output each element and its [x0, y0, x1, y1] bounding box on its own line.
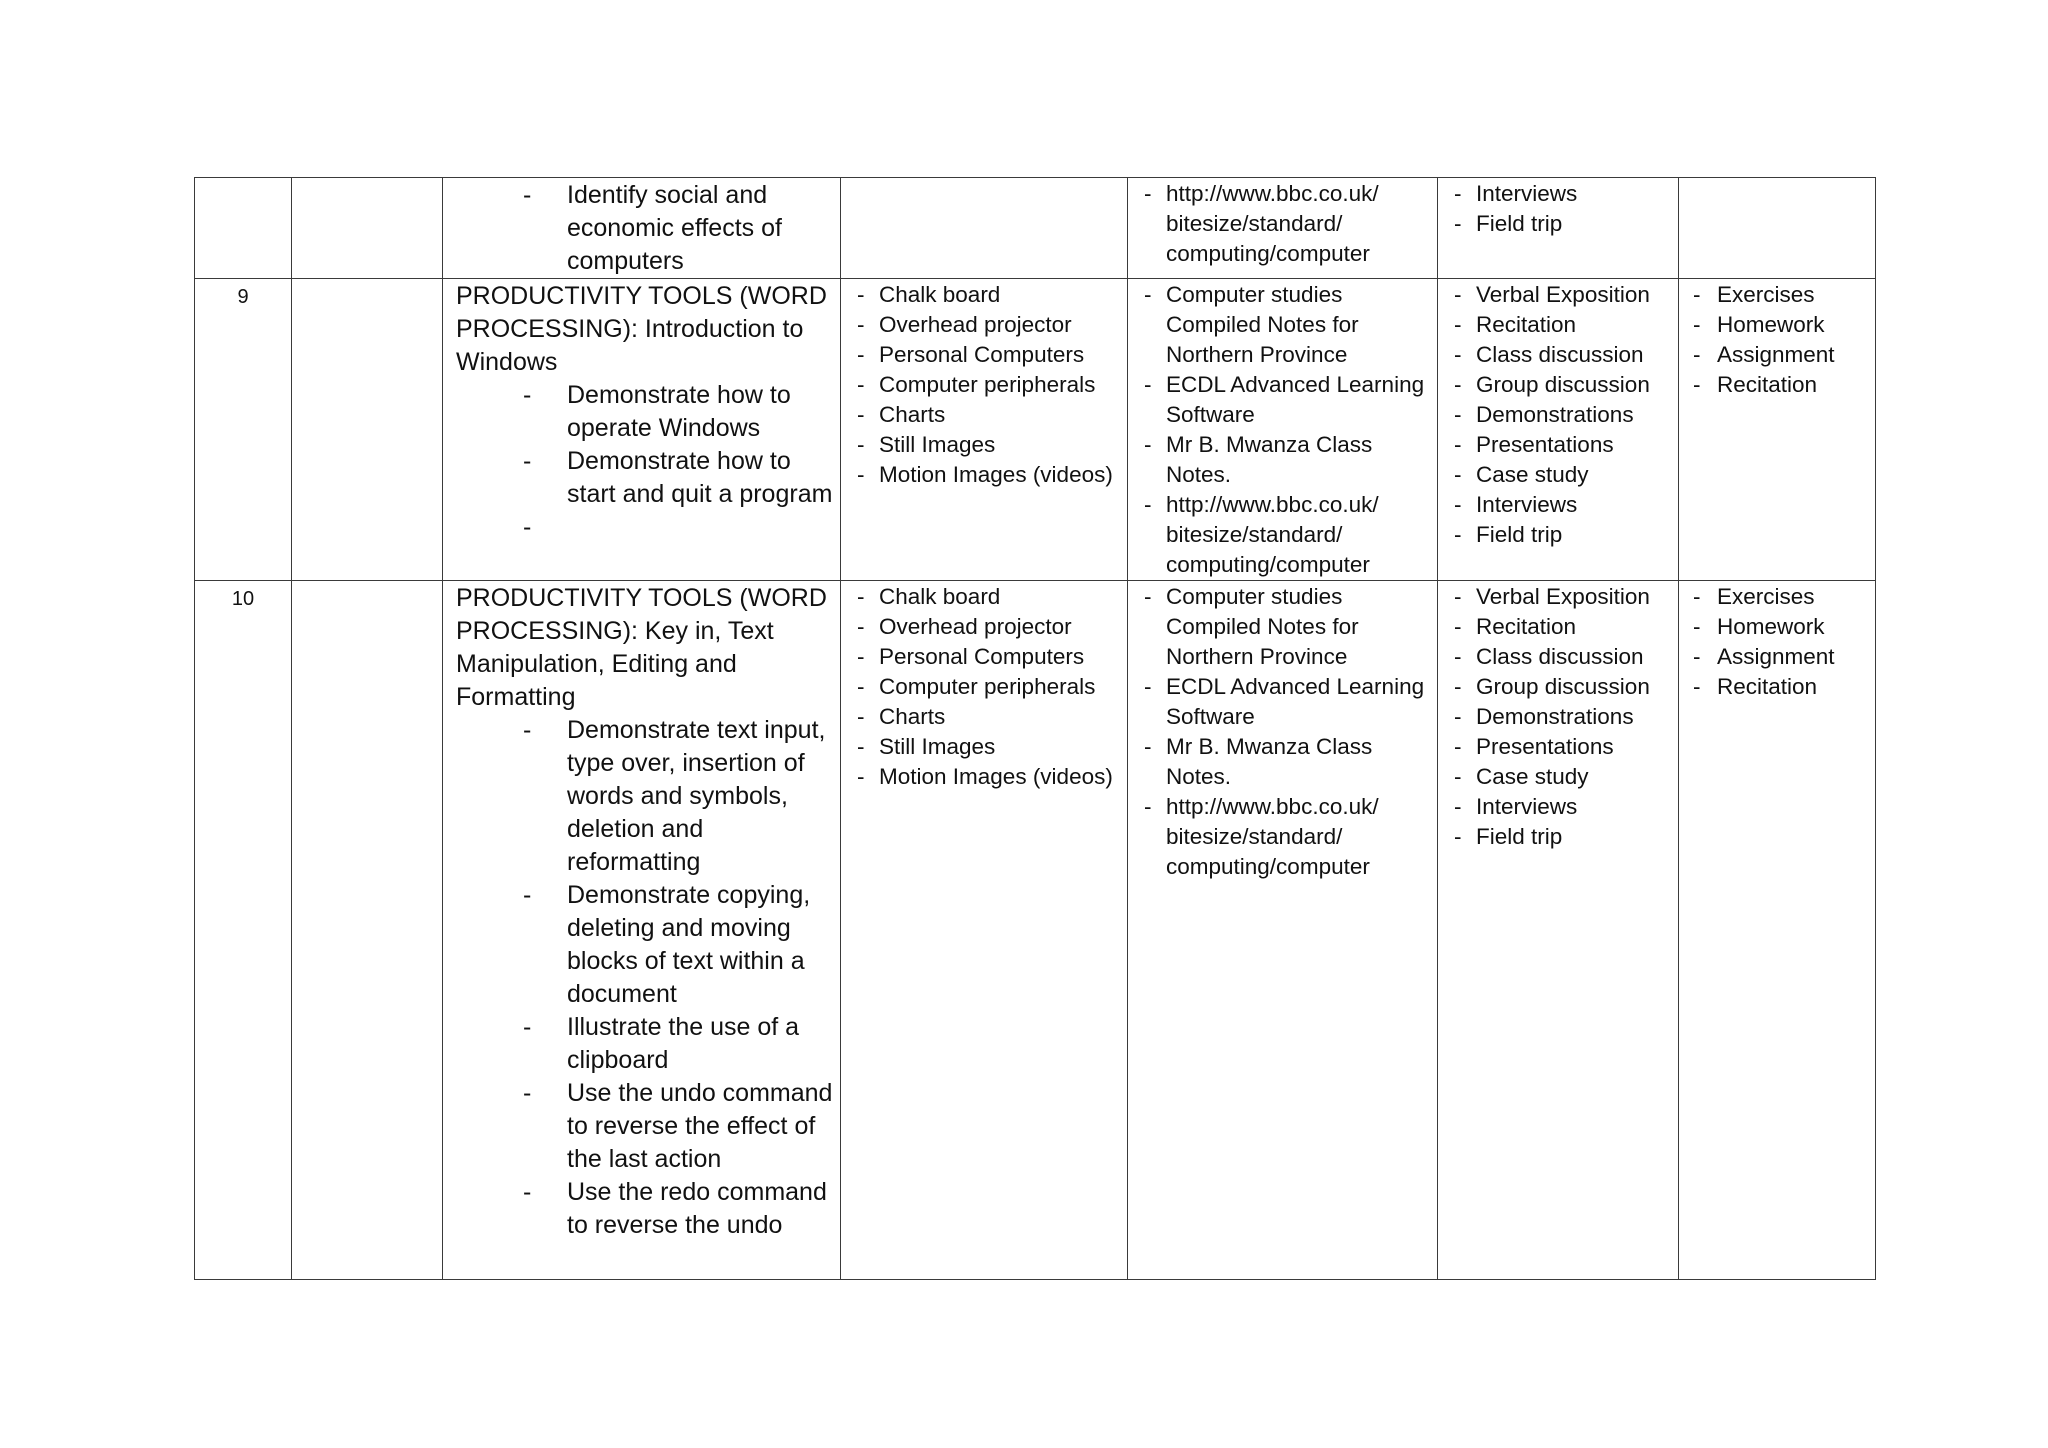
objective-text: Use the undo command to reverse the effect of the last action — [567, 1079, 833, 1173]
material-item: - Motion Images (videos) — [857, 764, 1113, 789]
evaluation-item: - Exercises — [1693, 282, 1815, 307]
topic-cell — [443, 178, 841, 279]
references-list — [1128, 179, 1437, 269]
method-item: - Verbal Exposition — [1454, 282, 1650, 307]
material-item: - Overhead projector — [857, 312, 1072, 337]
method-text: Interviews — [1476, 492, 1578, 517]
evaluation-text: Assignment — [1717, 342, 1835, 367]
evaluation-text: Recitation — [1717, 674, 1818, 699]
references-list — [1128, 582, 1437, 882]
objective-item: - Demonstrate copying, deleting and moving blocks of text within a document — [523, 881, 811, 1008]
method-item: - Case study — [1454, 462, 1589, 487]
topic-cell — [443, 581, 841, 1280]
method-item: - Verbal Exposition — [1454, 584, 1650, 609]
materials-list — [841, 280, 1127, 490]
method-text: Field trip — [1476, 522, 1563, 547]
materials-list — [841, 582, 1127, 792]
evaluation-item: - Homework — [1693, 312, 1825, 337]
method-text: Demonstrations — [1476, 704, 1634, 729]
methods-cell — [1438, 581, 1679, 1280]
table-row — [195, 178, 1876, 279]
evaluation-item: - Assignment — [1693, 342, 1835, 367]
objective-item: - Demonstrate how to start and quit a program — [523, 447, 833, 508]
evaluation-list — [1679, 280, 1875, 400]
table-row — [195, 279, 1876, 581]
evaluation-list — [1679, 582, 1875, 702]
material-text: Chalk board — [879, 584, 1001, 609]
method-text: Recitation — [1476, 614, 1577, 639]
topic-title: PRODUCTIVITY TOOLS (WORD PROCESSING): Introduction to Windows — [456, 282, 827, 376]
objective-item: - Demonstrate how to operate Windows — [523, 381, 791, 442]
references-cell — [1128, 178, 1438, 279]
materials-cell — [841, 178, 1128, 279]
reference-text: Mr B. Mwanza Class Notes. — [1166, 734, 1373, 789]
evaluation-cell — [1679, 279, 1876, 581]
material-text: Computer peripherals — [879, 674, 1096, 699]
evaluation-item: - Exercises — [1693, 584, 1815, 609]
method-text: Class discussion — [1476, 644, 1644, 669]
method-item: - Recitation — [1454, 614, 1577, 639]
reference-item: - Mr B. Mwanza Class Notes. — [1144, 734, 1373, 789]
week-cell — [195, 178, 292, 279]
method-item: - Class discussion — [1454, 644, 1644, 669]
method-item: - Recitation — [1454, 312, 1577, 337]
material-text: Still Images — [879, 734, 996, 759]
objectives-list — [456, 379, 834, 544]
date-cell — [292, 279, 443, 581]
material-item: - Computer peripherals — [857, 674, 1096, 699]
method-item: - Class discussion — [1454, 342, 1644, 367]
method-text: Interviews — [1476, 794, 1578, 819]
objective-item: - Demonstrate text input, type over, insertion of words and symbols, deletion and reformatting — [523, 716, 826, 876]
method-item: - Field trip — [1454, 824, 1563, 849]
reference-text: http://www.bbc.co.uk/ bitesize/standard/ computing/computer — [1166, 181, 1379, 266]
reference-item: - http://www.bbc.co.uk/ bitesize/standard/ computing/computer — [1144, 794, 1379, 879]
evaluation-text: Exercises — [1717, 584, 1815, 609]
method-text: Group discussion — [1476, 372, 1650, 397]
materials-cell — [841, 279, 1128, 581]
material-item: - Still Images — [857, 734, 996, 759]
evaluation-cell — [1679, 581, 1876, 1280]
method-item: - Demonstrations — [1454, 402, 1634, 427]
method-text: Presentations — [1476, 432, 1614, 457]
material-item: - Chalk board — [857, 282, 1001, 307]
week-cell: 10 — [195, 581, 292, 1280]
method-item: - Field trip — [1454, 211, 1563, 236]
material-text: Motion Images (videos) — [879, 764, 1113, 789]
references-cell — [1128, 279, 1438, 581]
reference-text: Computer studies Compiled Notes for Northern Province — [1166, 282, 1359, 367]
reference-text: Mr B. Mwanza Class Notes. — [1166, 432, 1373, 487]
topic-title: PRODUCTIVITY TOOLS (WORD PROCESSING): Key in, Text Manipulation, Editing and Formatting — [456, 584, 827, 711]
method-text: Group discussion — [1476, 674, 1650, 699]
reference-item: - http://www.bbc.co.uk/ bitesize/standard/ computing/computer — [1144, 181, 1379, 266]
reference-item: - Computer studies Compiled Notes for Northern Province — [1144, 584, 1359, 669]
material-text: Personal Computers — [879, 644, 1085, 669]
method-item: - Case study — [1454, 764, 1589, 789]
topic-cell — [443, 279, 841, 581]
evaluation-text: Recitation — [1717, 372, 1818, 397]
material-item: - Charts — [857, 402, 946, 427]
objective-text: Illustrate the use of a clipboard — [567, 1013, 800, 1074]
evaluation-text: Assignment — [1717, 644, 1835, 669]
objective-text: Use the redo command to reverse the undo — [567, 1178, 827, 1239]
reference-item: - http://www.bbc.co.uk/ bitesize/standard/ computing/computer — [1144, 492, 1379, 577]
method-text: Verbal Exposition — [1476, 584, 1650, 609]
method-item: - Interviews — [1454, 492, 1578, 517]
method-item: - Demonstrations — [1454, 704, 1634, 729]
material-item: - Motion Images (videos) — [857, 462, 1113, 487]
reference-item: - Mr B. Mwanza Class Notes. — [1144, 432, 1373, 487]
method-text: Presentations — [1476, 734, 1614, 759]
method-text: Verbal Exposition — [1476, 282, 1650, 307]
evaluation-item: - Recitation — [1693, 674, 1818, 699]
reference-text: http://www.bbc.co.uk/ bitesize/standard/ computing/computer — [1166, 492, 1379, 577]
material-item: - Chalk board — [857, 584, 1001, 609]
material-text: Chalk board — [879, 282, 1001, 307]
evaluation-item: - Recitation — [1693, 372, 1818, 397]
method-text: Case study — [1476, 462, 1589, 487]
evaluation-text: Homework — [1717, 614, 1825, 639]
evaluation-item: - Assignment — [1693, 644, 1835, 669]
material-item: - Computer peripherals — [857, 372, 1096, 397]
references-cell — [1128, 581, 1438, 1280]
material-item: - Overhead projector — [857, 614, 1072, 639]
methods-cell — [1438, 178, 1679, 279]
method-item: - Field trip — [1454, 522, 1563, 547]
material-item: - Personal Computers — [857, 644, 1085, 669]
date-cell — [292, 581, 443, 1280]
material-item: - Personal Computers — [857, 342, 1085, 367]
reference-text: Computer studies Compiled Notes for Northern Province — [1166, 584, 1359, 669]
methods-list — [1438, 582, 1678, 852]
table-row — [195, 581, 1876, 1280]
objectives-list — [456, 179, 834, 278]
reference-item: - ECDL Advanced Learning Software — [1144, 674, 1425, 729]
method-text: Case study — [1476, 764, 1589, 789]
method-text: Field trip — [1476, 211, 1563, 236]
reference-text: ECDL Advanced Learning Software — [1166, 372, 1425, 427]
method-text: Field trip — [1476, 824, 1563, 849]
evaluation-text: Homework — [1717, 312, 1825, 337]
material-text: Overhead projector — [879, 312, 1072, 337]
method-item: - Group discussion — [1454, 372, 1650, 397]
method-item: - Presentations — [1454, 734, 1614, 759]
objective-text: Demonstrate how to operate Windows — [567, 381, 791, 442]
material-text: Personal Computers — [879, 342, 1085, 367]
objective-item: - Use the undo command to reverse the effect of the last action — [523, 1079, 833, 1173]
methods-cell — [1438, 279, 1679, 581]
method-item: - Interviews — [1454, 181, 1578, 206]
evaluation-item: - Homework — [1693, 614, 1825, 639]
table-body — [195, 178, 1876, 1280]
reference-text: http://www.bbc.co.uk/ bitesize/standard/ computing/computer — [1166, 794, 1379, 879]
date-cell — [292, 178, 443, 279]
method-text: Demonstrations — [1476, 402, 1634, 427]
references-list — [1128, 280, 1437, 580]
reference-text: ECDL Advanced Learning Software — [1166, 674, 1425, 729]
methods-list — [1438, 280, 1678, 550]
material-text: Overhead projector — [879, 614, 1072, 639]
method-text: Interviews — [1476, 181, 1578, 206]
materials-cell — [841, 581, 1128, 1280]
reference-item: - Computer studies Compiled Notes for Northern Province — [1144, 282, 1359, 367]
method-item: - Presentations — [1454, 432, 1614, 457]
material-text: Charts — [879, 704, 946, 729]
objective-item: - — [523, 513, 532, 541]
material-item: - Still Images — [857, 432, 996, 457]
material-item: - Charts — [857, 704, 946, 729]
method-item: - Interviews — [1454, 794, 1578, 819]
objective-item: - Use the redo command to reverse the undo — [523, 1178, 827, 1239]
objective-text: Demonstrate text input, type over, insertion of words and symbols, deletion and reformatting — [567, 716, 826, 876]
objectives-list — [456, 714, 834, 1242]
objective-item: - Identify social and economic effects of computers — [523, 181, 782, 275]
week-cell: 9 — [195, 279, 292, 581]
method-text: Class discussion — [1476, 342, 1644, 367]
method-text: Recitation — [1476, 312, 1577, 337]
evaluation-text: Exercises — [1717, 282, 1815, 307]
objective-text: Identify social and economic effects of computers — [567, 181, 782, 275]
objective-text: Demonstrate copying, deleting and moving blocks of text within a document — [567, 881, 811, 1008]
material-text: Still Images — [879, 432, 996, 457]
evaluation-cell — [1679, 178, 1876, 279]
scheme-of-work-table — [194, 177, 1876, 1280]
method-item: - Group discussion — [1454, 674, 1650, 699]
material-text: Computer peripherals — [879, 372, 1096, 397]
reference-item: - ECDL Advanced Learning Software — [1144, 372, 1425, 427]
material-text: Charts — [879, 402, 946, 427]
objective-text: Demonstrate how to start and quit a program — [567, 447, 833, 508]
material-text: Motion Images (videos) — [879, 462, 1113, 487]
objective-item: - Illustrate the use of a clipboard — [523, 1013, 800, 1074]
methods-list — [1438, 179, 1678, 239]
